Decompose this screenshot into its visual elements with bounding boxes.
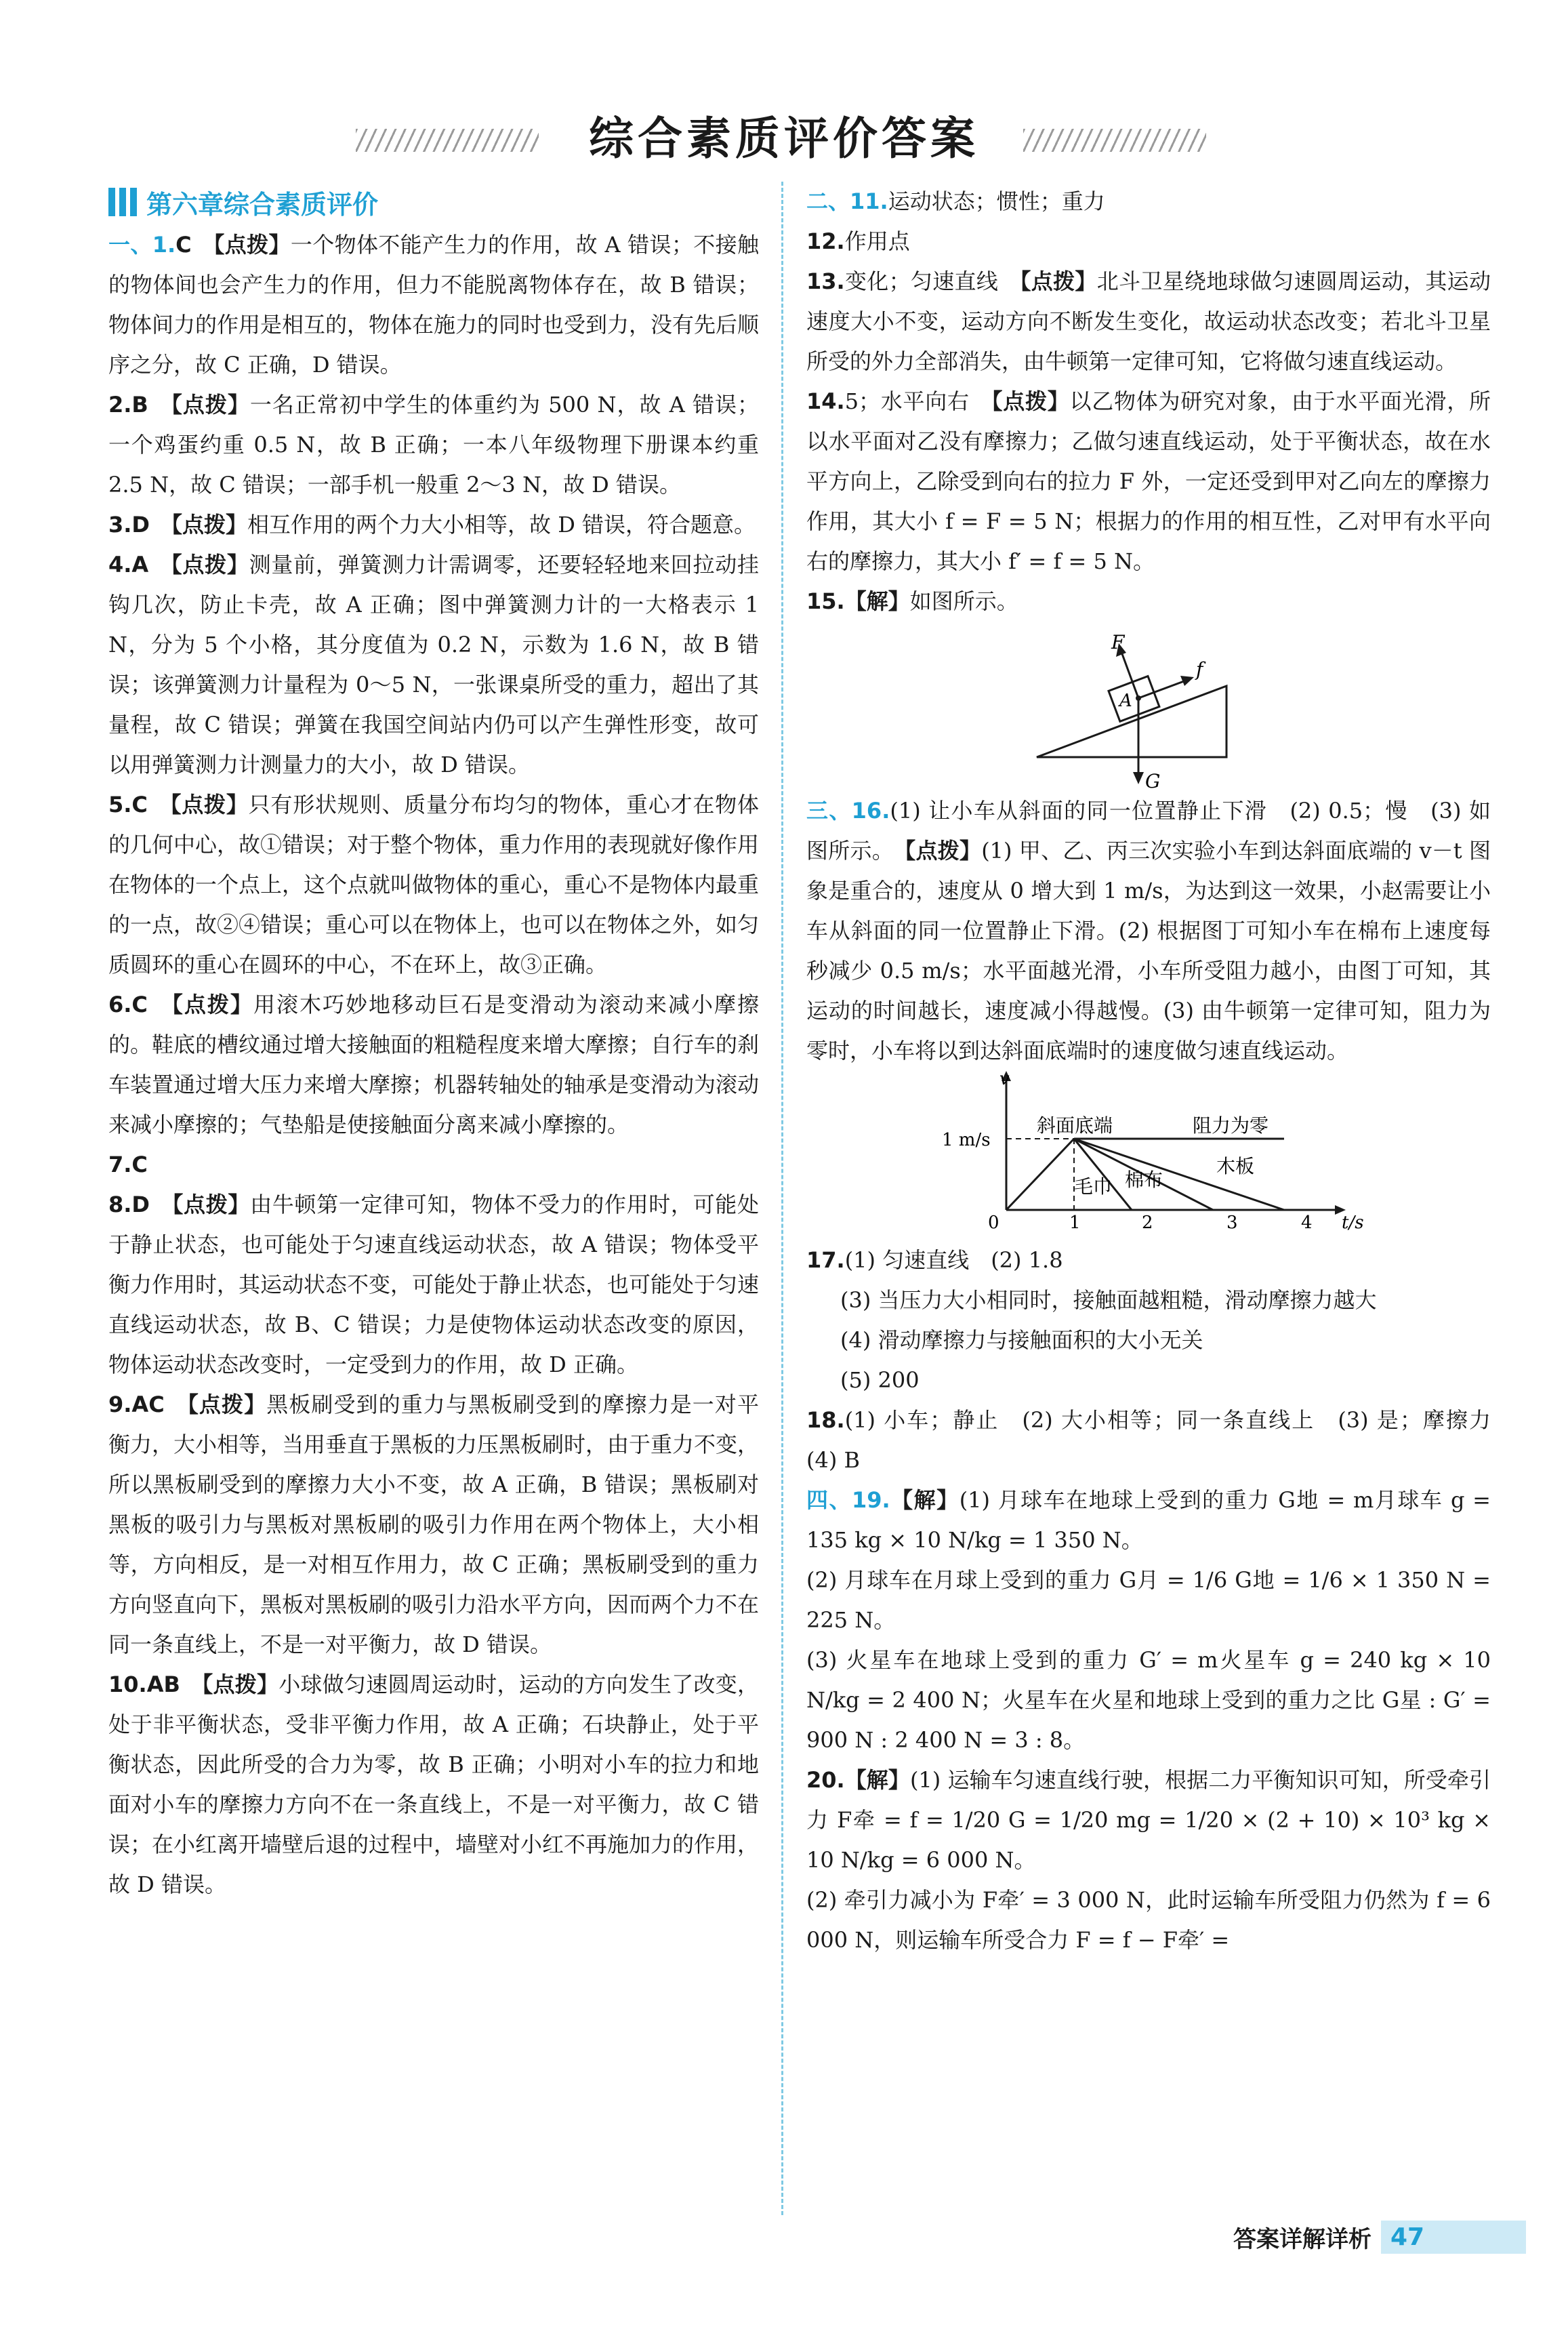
incline-svg xyxy=(806,622,1491,791)
title-hatch-right xyxy=(1023,129,1206,152)
label-A: A xyxy=(1119,691,1132,711)
answer-3: 3.D 【点拨】相互作用的两个力大小相等，故 D 错误，符合题意。 xyxy=(108,512,756,538)
label-G: G xyxy=(1145,770,1161,791)
chapter-title: 第六章综合素质评价 xyxy=(146,189,379,220)
answer-18: 18.(1) 小车；静止 (2) 大小相等；同一条直线上 (3) 是；摩擦力 (4) B xyxy=(806,1407,1513,1473)
tick-2: 2 xyxy=(1142,1213,1153,1233)
tick-3: 3 xyxy=(1226,1213,1238,1233)
label-1ms: 1 m/s xyxy=(942,1130,991,1150)
right-column xyxy=(806,182,1513,1960)
label-towel: 毛巾 xyxy=(1074,1175,1113,1198)
page-footer xyxy=(1233,2218,1526,2256)
label-v: v xyxy=(999,1071,1010,1089)
footer-label: 答案详解详析 xyxy=(1233,2225,1371,2253)
vt-graph-svg xyxy=(806,1071,1491,1240)
page-title: 综合素质评价答案 xyxy=(589,113,979,165)
page-number: 47 xyxy=(1381,2221,1526,2254)
chapter-bars-icon xyxy=(108,188,137,216)
label-zero: 0 xyxy=(988,1213,999,1233)
answer-2: 2.B 【点拨】一名正常初中学生的体重约为 500 N，故 A 错误；一个鸡蛋约重 0.5 N，故 B 正确；一本八年级物理下册课本约重 2.5 N，故 C 错误；一部手机一般重 2～3 N，故 D 错误。 xyxy=(108,392,759,498)
answer-15: 15.【解】如图所示。 xyxy=(806,588,1018,614)
answer-9: 9.AC 【点拨】黑板刷受到的重力与黑板刷受到的摩擦力是一对平衡力，大小相等，当用垂直于黑板的力压黑板刷时，由于重力不变，所以黑板刷受到的摩擦力大小不变，故 A 正确，B 错误；黑板刷对黑板的吸引力与黑板对黑板刷的吸引力作用在两个物体上，大小相等，方向相反，是一对相互作用力，故 C 正确；黑板刷受到的重力方向竖直向下，黑板对黑板刷的吸引力沿水平方向，因而两个力不在同一条直线上，不是一对平衡力，故 D 错误。 xyxy=(108,1392,760,1657)
left-column xyxy=(108,182,759,1905)
label-f: f xyxy=(1196,658,1203,681)
answer-13: 13.变化；匀速直线 【点拨】北斗卫星绕地球做匀速圆周运动，其运动速度大小不变，运动方向不断发生变化，故运动状态改变；若北斗卫星所受的外力全部消失，由牛顿第一定律可知，它将做匀速直线运动。 xyxy=(806,268,1491,374)
figure-incline-forces xyxy=(806,622,1491,791)
answer-17: 17.(1) 匀速直线 (2) 1.8 (3) 当压力大小相同时，接触面越粗糙，滑动摩擦力越大 (4) 滑动摩擦力与接触面积的大小无关 (5) 200 xyxy=(806,1247,1377,1393)
answer-20: 20.【解】(1) 运输车匀速直线行驶，根据二力平衡知识可知，所受牵引力 F牵 = f = 1/20 G = 1/20 mg = 1/20 × (2 + 10) × 10³ kg × 10 N/kg = 6 000 N。 (2) 牵引力减小为 F牵′ = 3 000 N，此时运输车所受阻力仍然为 f = 6 000 N，则运输车所受合力 F = f − F牵′ = xyxy=(806,1767,1491,1953)
chapter-heading xyxy=(108,182,759,222)
title-bar xyxy=(0,102,1568,176)
answer-19: 四、19.【解】(1) 月球车在地球上受到的重力 G地 = m月球车 g = 135 kg × 10 N/kg = 1 350 N。 (2) 月球车在月球上受到的重力 G月 = 1/6 G地 = 1/6 × 1 350 N = 225 N。 (3) 火星车在地球上受到的重力 G′ = m火星车 g = 240 kg × 10 N/kg = 2 400 N；火星车在火星和地球上受到的重力之比 G星 : G′ = 900 N : 2 400 N = 3 : 8。 xyxy=(806,1487,1491,1753)
label-t: t/s xyxy=(1342,1213,1364,1233)
tick-1: 1 xyxy=(1069,1213,1081,1233)
answer-10: 10.AB 【点拨】小球做匀速圆周运动时，运动的方向发生了改变，处于非平衡状态，受非平衡力作用，故 A 正确；石块静止，处于平衡状态，因此所受的合力为零，故 B 正确；小明对小车的拉力和地面对小车的摩擦力方向不在一条直线上，不是一对平衡力，故 C 错误；在小红离开墙壁后退的过程中，墙壁对小红不再施加力的作用，故 D 错误。 xyxy=(108,1672,760,1897)
figure-vt-graph xyxy=(806,1071,1491,1240)
answer-12: 12.作用点 xyxy=(806,228,910,254)
accel-line xyxy=(1006,1139,1074,1210)
answer-7: 7.C xyxy=(108,1152,148,1177)
answer-5: 5.C 【点拨】只有形状规则、质量分布均匀的物体，重心才在物体的几何中心，故①错误；对于整个物体，重力作用的表现就好像作用在物体的一个点上，这个点就叫做物体的重心，重心不是物体内最重的一点，故②④错误；重心可以在物体上，也可以在物体之外，如匀质圆环的重心在圆环的中心，不在环上，故③正确。 xyxy=(108,792,760,977)
answer-6: 6.C 【点拨】用滚木巧妙地移动巨石是变滑动为滚动来减小摩擦的。鞋底的槽纹通过增大接触面的粗糙程度来增大摩擦；自行车的刹车装置通过增大压力来增大摩擦；机器转轴处的轴承是变滑动为滚动来减小摩擦的；气垫船是使接触面分离来减小摩擦的。 xyxy=(108,992,760,1137)
answer-1: 一、1.C 【点拨】一个物体不能产生力的作用，故 A 错误；不接触的物体间也会产生力的作用，但力不能脱离物体存在，故 B 错误；物体间力的作用是相互的，物体在施力的同时也受到力，没有先后顺序之分，故 C 正确，D 错误。 xyxy=(108,232,760,378)
answer-4: 4.A 【点拨】测量前，弹簧测力计需调零，还要轻轻地来回拉动挂钩几次，防止卡壳，故 A 正确；图中弹簧测力计的一大格表示 1 N，分为 5 个小格，其分度值为 0.2 N，示数为 1.6 N，故 B 错误；该弹簧测力计量程为 0～5 N，一张课桌所受的重力，超出了其量程，故 C 错误；弹簧在我国空间站内仍可以产生弹性形变，故可以用弹簧测力计测量力的大小，故 D 错误。 xyxy=(108,552,759,777)
label-cotton: 棉布 xyxy=(1125,1169,1163,1191)
label-F: F xyxy=(1111,631,1125,653)
answer-16: 三、16.(1) 让小车从斜面的同一位置静止下滑 (2) 0.5；慢 (3) 如图所示。 【点拨】(1) 甲、乙、丙三次实验小车到达斜面底端的 v－t 图象是重合的，速度从 0 增大到 1 m/s，为达到这一效果，小赵需要让小车从斜面的同一位置静止下滑。(2) 根据图丁可知小车在棉布上速度每秒减少 0.5 m/s；水平面越光滑，小车所受阻力越小，由图丁可知，其运动的时间越长，速度减小得越慢。(3) 由牛顿第一定律可知，阻力为零时，小车将以到达斜面底端时的速度做匀速直线运动。 xyxy=(806,798,1491,1064)
label-wood: 木板 xyxy=(1216,1155,1255,1177)
tick-4: 4 xyxy=(1301,1213,1313,1233)
label-zero-friction: 阻力为零 xyxy=(1193,1114,1269,1137)
answer-14: 14.5；水平向右 【点拨】以乙物体为研究对象，由于水平面光滑，所以水平面对乙没有摩擦力；乙做匀速直线运动，处于平衡状态，故在水平方向上，乙除受到向右的拉力 F 外，一定还受到甲对乙向左的摩擦力作用，其大小 f = F = 5 N；根据力的作用的相互性，乙对甲有水平向右的摩擦力，其大小 f′ = f = 5 N。 xyxy=(806,388,1491,574)
label-incline-bottom: 斜面底端 xyxy=(1037,1114,1113,1137)
left-answers xyxy=(108,225,759,1905)
answer-8: 8.D 【点拨】由牛顿第一定律可知，物体不受力的作用时，可能处于静止状态，也可能处于匀速直线运动状态，故 A 错误；物体受平衡力作用时，其运动状态不变，可能处于静止状态，也可能处于匀速直线运动状态，故 B、C 错误；力是使物体运动状态改变的原因，物体运动状态改变时，一定受到力的作用，故 D 正确。 xyxy=(108,1192,760,1377)
answer-11: 二、11.运动状态；惯性；重力 xyxy=(806,188,1105,214)
column-divider xyxy=(781,182,783,2215)
